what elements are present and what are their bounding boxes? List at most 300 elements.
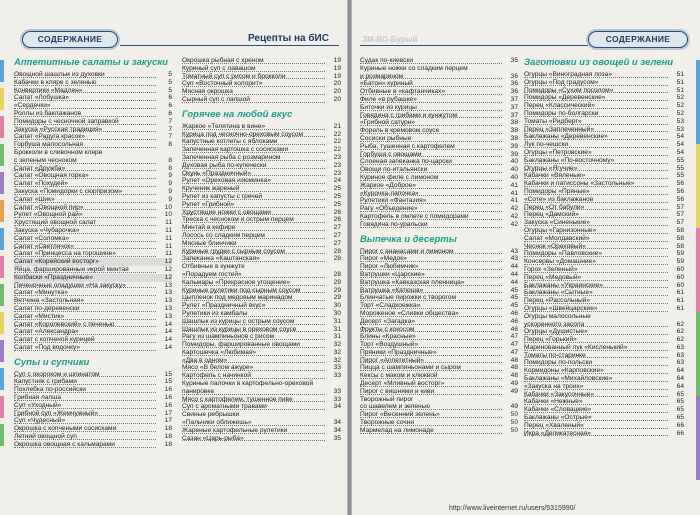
- toc-entry: [14, 282, 172, 290]
- entry-title: Закуска «Чубарочка»: [14, 226, 80, 234]
- toc-entry: [360, 294, 518, 302]
- entry-page: 48: [510, 364, 518, 372]
- entry-title: Картошечка «Любимая»: [182, 348, 257, 356]
- entry-page: 29: [333, 294, 341, 302]
- entry-page: 47: [510, 333, 518, 341]
- entry-page: 14: [164, 343, 172, 351]
- entry-page: 14: [164, 328, 172, 336]
- entry-title: Десерт «Загадка»: [360, 317, 415, 325]
- entry-title: Суп «Чудесный»: [14, 417, 66, 425]
- toc-entry: [14, 165, 172, 173]
- entry-title: Куриные грудки с сырным соусом: [182, 247, 285, 255]
- toc-entry: [360, 127, 518, 135]
- toc-entry: [182, 177, 341, 185]
- entry-title: Жаркое «Телятина в вине»: [182, 122, 266, 130]
- entry-page: 53: [676, 117, 684, 125]
- toc-entry: [182, 232, 341, 240]
- entry-page: 5: [168, 86, 172, 94]
- toc-entry: [182, 435, 341, 443]
- section-heading: Выпечка и десерты: [360, 233, 457, 245]
- entry-title: Салат с копченой курицей: [14, 336, 95, 344]
- toc-entry: [524, 406, 684, 414]
- toc-entry: [182, 146, 341, 154]
- toc-entry: [14, 133, 172, 141]
- entry-page: 48: [510, 372, 518, 380]
- entry-title: Рулетики из камбалы: [182, 309, 248, 317]
- entry-page: 58: [676, 242, 684, 250]
- toc-entry: [360, 302, 518, 310]
- entry-title: Судак по-киевски: [360, 57, 414, 64]
- entry-page: 9: [168, 180, 172, 188]
- toc-entry: [14, 378, 172, 386]
- entry-page: 12: [164, 273, 172, 281]
- toc-entry: [14, 433, 172, 441]
- entry-page: 36: [510, 88, 518, 96]
- entry-page: 66: [676, 429, 684, 437]
- entry-title: Минтай в кефире: [182, 224, 236, 232]
- toc-entry: [360, 221, 518, 229]
- entry-title: Куриные ножки со сладким перцем: [360, 64, 468, 72]
- entry-page: 13: [164, 289, 172, 297]
- entry-title: Филе «в рубашке»: [360, 95, 417, 103]
- entry-title: Салат «Светлячок»: [14, 242, 74, 250]
- entry-page: 14: [164, 320, 172, 328]
- toc-entry: [182, 162, 341, 170]
- entry-title: Салат «Радуга красок»: [14, 133, 85, 141]
- entry-page: 65: [676, 414, 684, 422]
- entry-page: 57: [676, 211, 684, 219]
- toc-entry: [182, 364, 341, 372]
- toc-entry: [14, 305, 172, 313]
- toc-entry: [360, 349, 518, 357]
- watermark-url: http://www.liveinternet.ru/users/5315990/: [449, 505, 576, 512]
- contents-badge: СОДЕРЖАНИЕ: [588, 31, 688, 48]
- entry-page: 18: [164, 425, 172, 433]
- entry-page: 51: [676, 78, 684, 86]
- entry-title: Сазан «Царь-рыба»: [182, 434, 244, 442]
- entry-title: «Грибной сатурн»: [360, 119, 415, 127]
- entry-title: Сырный суп с лапшой: [182, 95, 250, 103]
- entry-page: 56: [676, 187, 684, 195]
- entry-page: 49: [510, 380, 518, 388]
- entry-page: 47: [510, 348, 518, 356]
- entry-title: Слоеная запеканка по-царски: [360, 158, 452, 166]
- entry-page: 49: [510, 403, 518, 411]
- toc-entry: [182, 349, 341, 357]
- toc-entry: [360, 151, 518, 159]
- entry-title: Ватрушка «Кавказская пленница»: [360, 278, 465, 286]
- entry-page: 16: [164, 386, 172, 394]
- entry-page: 20: [333, 80, 341, 88]
- entry-page: 11: [165, 234, 172, 242]
- toc-entry: [14, 71, 172, 79]
- entry-page: 59: [676, 250, 684, 258]
- entry-title: и розмарином: [360, 72, 404, 80]
- entry-page: 6: [168, 102, 172, 110]
- toc-entry: [360, 388, 518, 396]
- entry-title: Запеканка «Каштанская»: [182, 255, 260, 263]
- entry-title: Салат по-деревенски: [14, 304, 80, 312]
- entry-title: Ватрушки «Царские»: [360, 270, 425, 278]
- entry-page: 41: [510, 189, 518, 197]
- entry-page: 62: [676, 320, 684, 328]
- toc-entry: [360, 143, 518, 151]
- toc-entry: [14, 219, 172, 227]
- entry-title: Лук по-чешски: [524, 141, 569, 149]
- toc-entry: [182, 170, 341, 178]
- entry-page: 31: [333, 317, 341, 325]
- toc-entry: [182, 248, 341, 256]
- entry-page: 45: [510, 294, 518, 302]
- entry-page: 46: [510, 317, 518, 325]
- entry-page: 54: [676, 141, 684, 149]
- entry-title: Пирог с ананасами и лимоном: [360, 247, 454, 255]
- section-heading: Супы и супчики: [14, 356, 90, 368]
- entry-title: Перец «Заплеченный»: [524, 125, 595, 133]
- toc-entry: [360, 174, 518, 182]
- toc-entry: [14, 297, 172, 305]
- entry-title: Рулет «Праздничный вкус»: [182, 302, 266, 310]
- toc-entry: [524, 297, 684, 305]
- entry-page: 45: [510, 286, 518, 294]
- entry-title: Творожные сочни: [360, 419, 415, 427]
- entry-title: Свиные ребрышки: [182, 411, 240, 419]
- toc-entry: [182, 326, 341, 334]
- entry-title: Шашлык из курицы с острым соусом: [182, 317, 295, 325]
- section-heading: Горячее на любой вкус: [182, 108, 293, 120]
- entry-page: 44: [510, 270, 518, 278]
- toc-entry: [524, 430, 684, 438]
- entry-page: 13: [164, 304, 172, 312]
- entry-title: Баклажаны «Сытные»: [524, 289, 593, 297]
- entry-page: 52: [676, 109, 684, 117]
- entry-page: 51: [676, 86, 684, 94]
- entry-title: Духовая рыба по-купечески: [182, 161, 267, 169]
- entry-title: Кабачки «Нежные»: [524, 398, 583, 406]
- toc-entry: [360, 271, 518, 279]
- entry-title: Перец «Хваленый»: [524, 421, 584, 429]
- entry-page: 36: [510, 80, 518, 88]
- toc-entry: [14, 321, 172, 329]
- toc-entry: [14, 235, 172, 243]
- entry-page: 38: [510, 134, 518, 142]
- entry-title: Огурцы «Гарнизонные»: [524, 226, 597, 234]
- entry-title: Баклажаны «По-восточному»: [524, 156, 615, 164]
- entry-page: 50: [510, 426, 518, 434]
- toc-entry: [524, 126, 684, 134]
- entry-page: 42: [510, 212, 518, 220]
- entry-page: 62: [676, 328, 684, 336]
- entry-title: Закуска «Русская традиция»: [14, 125, 103, 133]
- entry-title: Горбуша малосольная: [14, 141, 84, 149]
- entry-title: Суп «Восточный колорит»: [182, 80, 263, 88]
- entry-title: «Батон» куриный: [360, 80, 413, 88]
- color-tabs: [696, 60, 700, 480]
- toc-entry: [524, 165, 684, 173]
- entry-title: Огурцы «Ягучие»: [524, 164, 578, 172]
- toc-entry: [524, 211, 684, 219]
- entry-title: Форель в кремовом соусе: [360, 127, 440, 135]
- entry-page: 63: [676, 359, 684, 367]
- entry-title: Горбуша с овощами: [360, 150, 422, 158]
- toc-entry: [524, 157, 684, 165]
- toc-entry: [182, 310, 341, 318]
- toc-entry: [360, 287, 518, 295]
- entry-title: Пирог «Весенний зелень»: [360, 411, 440, 419]
- toc-entry: [360, 190, 518, 198]
- entry-title: Салат «Мистик»: [14, 312, 65, 320]
- toc-entry: [360, 411, 518, 419]
- entry-page: 8: [168, 156, 172, 164]
- entry-title: Запеченная рыба с розмарином: [182, 153, 281, 161]
- toc-entry: [182, 154, 341, 162]
- entry-title: Рагу из шампиньонов с рисом: [182, 333, 275, 341]
- entry-title: Творожный пирог: [360, 395, 414, 403]
- toc-entry: [360, 166, 518, 174]
- entry-page: 28: [333, 247, 341, 255]
- entry-page: 40: [510, 166, 518, 174]
- entry-title: Отбивные в кунжуте: [182, 263, 245, 271]
- ghost-text: ЗМ-ВО-Бурый: [362, 35, 418, 44]
- toc-entry: [182, 271, 341, 279]
- entry-title: с зеленым чесноком: [14, 156, 77, 164]
- toc-entry: [14, 79, 172, 87]
- entry-title: Перец «Медовый»: [524, 273, 582, 281]
- entry-page: 61: [676, 297, 684, 305]
- entry-title: Рулет «Грибной»: [182, 200, 235, 208]
- entry-page: 23: [333, 169, 341, 177]
- entry-title: Мясо «В белом ажуре»: [182, 364, 254, 372]
- entry-title: Пирог с вишнями и киви: [360, 387, 435, 395]
- entry-page: 23: [333, 153, 341, 161]
- toc-entry: [524, 149, 684, 157]
- toc-entry: [524, 344, 684, 352]
- toc-entry: [14, 313, 172, 321]
- toc-entry: [360, 318, 518, 326]
- toc-entry: [360, 65, 518, 73]
- toc-entry: [360, 333, 518, 341]
- entry-title: Томатный суп с рисом и брокколи: [182, 72, 286, 80]
- entry-title: Салат «Похудей»: [14, 180, 68, 188]
- toc-entry: [14, 94, 172, 102]
- toc-entry: [524, 102, 684, 110]
- entry-page: 6: [168, 94, 172, 102]
- toc-entry: [524, 383, 684, 391]
- entry-page: 27: [333, 231, 341, 239]
- entry-page: 37: [510, 111, 518, 119]
- entry-page: 46: [510, 325, 518, 333]
- toc-entry: [182, 96, 341, 104]
- entry-page: 12: [164, 265, 172, 273]
- toc-column-2: [182, 57, 341, 512]
- toc-entry: [360, 135, 518, 143]
- toc-entry: [524, 359, 684, 367]
- entry-title: Баклажаны «Украинские»: [524, 281, 604, 289]
- toc-entry: [524, 71, 684, 79]
- entry-title: Капустняк с грибами: [14, 378, 77, 386]
- toc-entry: [182, 287, 341, 295]
- toc-entry: [524, 196, 684, 204]
- toc-entry: [524, 188, 684, 196]
- entry-title: Закуска «Помидорки с сюрпризом»: [14, 187, 123, 195]
- entry-title: Салат «Александра»: [14, 328, 79, 336]
- entry-title: Перец «Горький»: [524, 336, 577, 344]
- entry-page: 64: [676, 367, 684, 375]
- entry-title: Салат «Под водочку»: [14, 343, 81, 351]
- entry-title: Консервы «Домашние»: [524, 258, 596, 266]
- entry-title: Торт «Сладкоежка»: [360, 302, 421, 310]
- toc-entry: [14, 402, 172, 410]
- entry-title: «Соте» из баклажанов: [524, 195, 594, 203]
- toc-entry: [182, 185, 341, 193]
- entry-title: Жаркое «Доброе»: [360, 181, 416, 189]
- entry-page: 54: [676, 133, 684, 141]
- toc-entry: [182, 240, 341, 248]
- entry-page: 28: [333, 255, 341, 263]
- divider: [120, 45, 339, 46]
- toc-entry: [360, 96, 518, 104]
- toc-entry: [14, 149, 172, 157]
- entry-page: 52: [676, 94, 684, 102]
- entry-page: 43: [510, 247, 518, 255]
- toc-entry: [524, 87, 684, 95]
- entry-page: 33: [333, 372, 341, 380]
- entry-title: Кормидоны «Карповские»: [524, 367, 604, 375]
- toc-entry: [360, 326, 518, 334]
- entry-title: Пицца с шампиньонами и сыром: [360, 364, 461, 372]
- entry-page: 56: [676, 180, 684, 188]
- entry-title: «Два в одном»: [182, 356, 228, 364]
- toc-entry: [360, 197, 518, 205]
- toc-entry: [524, 133, 684, 141]
- entry-page: 30: [333, 302, 341, 310]
- entry-title: Лосось со сладким перцем: [182, 231, 265, 239]
- toc-entry: [14, 394, 172, 402]
- toc-column-2: [524, 57, 684, 512]
- entry-page: 47: [510, 341, 518, 349]
- toc-entry: [14, 266, 172, 274]
- entry-title: Летний овощной суп: [14, 433, 77, 441]
- entry-title: Перец «Классический»: [524, 102, 595, 110]
- toc-entry: [524, 94, 684, 102]
- entry-page: 11: [165, 242, 172, 250]
- entry-page: 20: [333, 95, 341, 103]
- entry-title: Пирог «Медок»: [360, 255, 407, 263]
- entry-page: 57: [676, 219, 684, 227]
- entry-title: Баклажаны «Острые»: [524, 414, 592, 422]
- toc-entry: [14, 180, 172, 188]
- toc-entry: [360, 403, 518, 411]
- entry-page: 41: [510, 197, 518, 205]
- entry-page: 17: [164, 409, 172, 417]
- toc-entry: [524, 110, 684, 118]
- toc-entry: [360, 213, 518, 221]
- entry-page: 7: [168, 117, 172, 125]
- entry-title: Курица под чесночно-ореховым соусом: [182, 130, 304, 138]
- toc-entry: [182, 88, 341, 96]
- entry-page: 21: [333, 122, 341, 130]
- entry-title: Рулет «Ореховая изюминка»: [182, 177, 271, 185]
- toc-entry: [14, 410, 172, 418]
- entry-page: 9: [168, 187, 172, 195]
- toc-entry: [182, 294, 341, 302]
- entry-page: 22: [333, 146, 341, 154]
- entry-title: Кабачки «Словацкие»: [524, 406, 592, 414]
- color-tabs: [0, 60, 4, 452]
- entry-page: 55: [676, 164, 684, 172]
- entry-page: 22: [333, 130, 341, 138]
- toc-entry: [14, 227, 172, 235]
- toc-entry: [360, 119, 518, 127]
- entry-page: 20: [333, 88, 341, 96]
- entry-page: 32: [333, 341, 341, 349]
- entry-title: Картофель с начинкой: [182, 372, 251, 380]
- entry-page: 32: [333, 356, 341, 364]
- entry-title: Помидоры «Пряные»: [524, 187, 590, 195]
- entry-title: Суп с окороком и шпинатом: [14, 370, 100, 378]
- entry-page: 26: [333, 208, 341, 216]
- entry-page: 40: [510, 158, 518, 166]
- section-heading: Заготовки из овощей и зелени: [524, 57, 674, 68]
- entry-title: панировке: [182, 387, 215, 395]
- entry-title: Торт «Воздушный»: [360, 341, 419, 349]
- entry-page: 35: [333, 434, 341, 442]
- entry-title: ускоренного засола: [524, 320, 585, 328]
- toc-entry: [524, 313, 684, 321]
- entry-page: 18: [164, 433, 172, 441]
- toc-entry: [14, 102, 172, 110]
- entry-title: Окрошка с копчеными сосисками: [14, 425, 117, 433]
- entry-page: 25: [333, 192, 341, 200]
- entry-page: 32: [333, 348, 341, 356]
- toc-entry: [524, 172, 684, 180]
- entry-page: 37: [510, 95, 518, 103]
- entry-title: Икра «Деликатесная»: [524, 429, 591, 437]
- toc-entry: [524, 321, 684, 329]
- entry-page: 55: [676, 172, 684, 180]
- toc-entry: [14, 196, 172, 204]
- entry-page: 44: [510, 278, 518, 286]
- toc-entry: [14, 87, 172, 95]
- entry-page: 34: [333, 426, 341, 434]
- toc-entry: [524, 258, 684, 266]
- entry-title: Грибной суп «Жемчужный»: [14, 409, 98, 417]
- entry-title: Отбивные в «кафтанчиках»: [360, 88, 446, 96]
- toc-entry: [360, 205, 518, 213]
- entry-page: 39: [510, 142, 518, 150]
- entry-title: Закуска «Синенькие»: [524, 219, 591, 227]
- entry-title: Огурцы «Швейцарские»: [524, 304, 598, 312]
- entry-page: 12: [164, 258, 172, 266]
- entry-title: Салат «Соломка»: [14, 234, 70, 242]
- entry-title: Цыпленок под медовым маринадом: [182, 294, 293, 302]
- toc-entry: [360, 372, 518, 380]
- entry-title: Суп с ароматными травами: [182, 403, 267, 411]
- entry-page: 50: [510, 411, 518, 419]
- entry-page: 39: [510, 150, 518, 158]
- entry-page: 33: [333, 387, 341, 395]
- entry-title: Баклажаны «Михайловские»: [524, 375, 613, 383]
- toc-entry: [360, 182, 518, 190]
- toc-entry: [360, 158, 518, 166]
- page-title: Рецепты на бИС: [248, 33, 329, 44]
- toc-entry: [182, 224, 341, 232]
- toc-entry: [14, 336, 172, 344]
- entry-title: «Порадуем гостей»: [182, 270, 242, 278]
- toc-entry: [360, 57, 518, 65]
- toc-entry: [360, 80, 518, 88]
- toc-entry: [524, 367, 684, 375]
